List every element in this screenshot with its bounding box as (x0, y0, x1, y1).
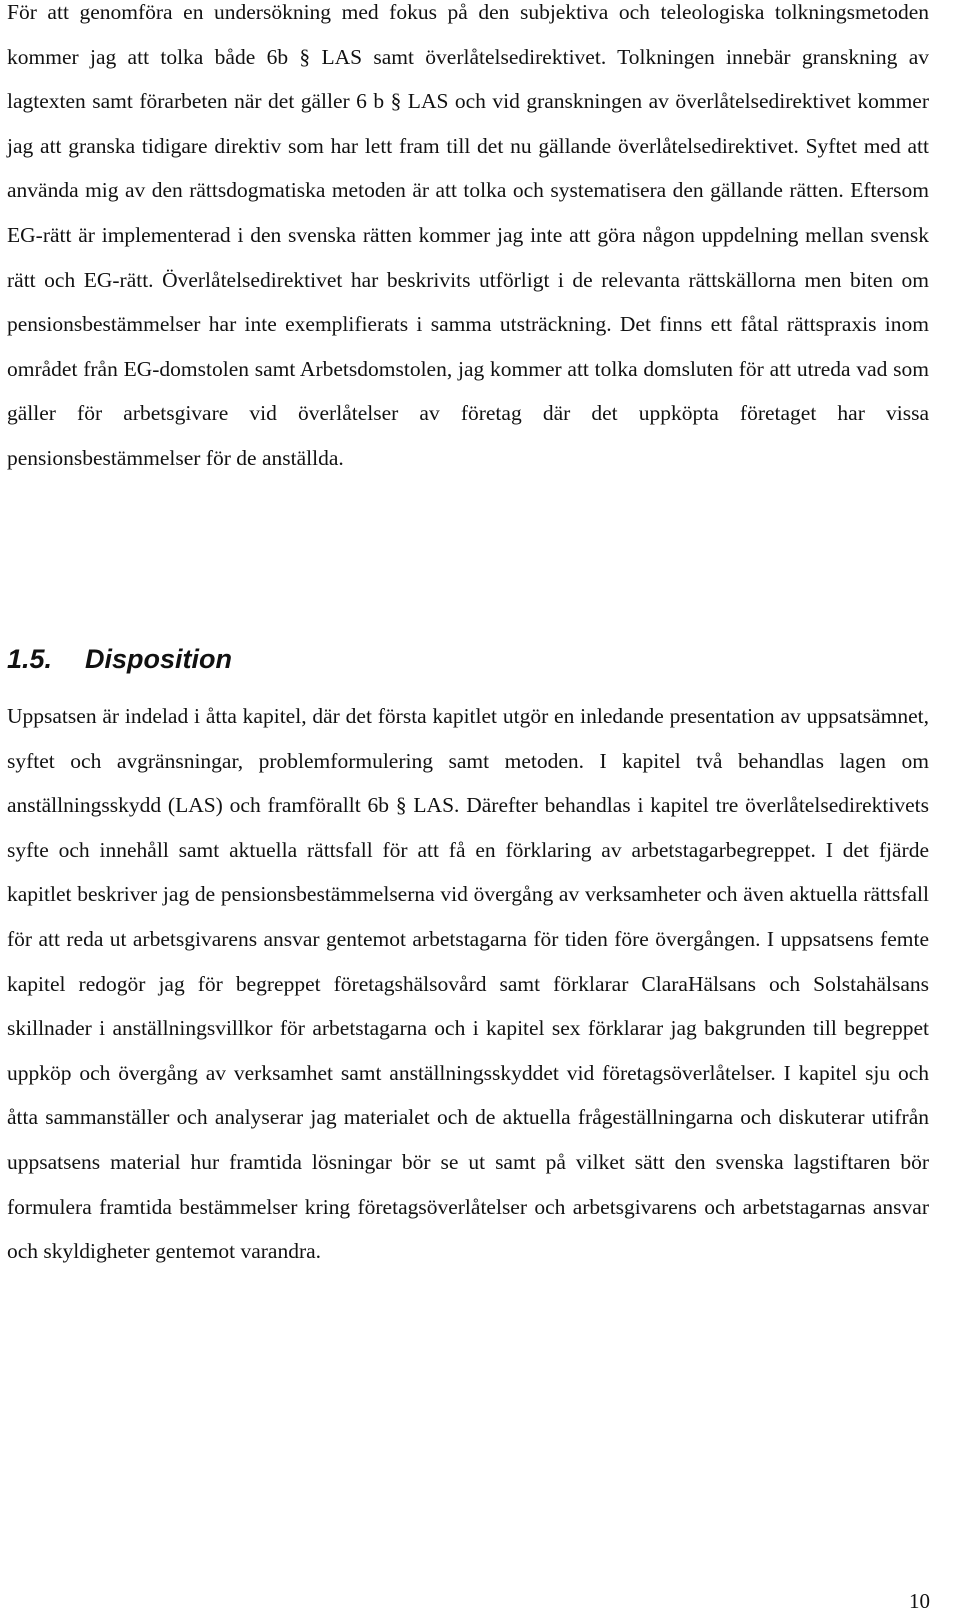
section-heading (7, 641, 232, 677)
section-number: 1.5. (7, 644, 53, 674)
disposition-paragraph: Uppsatsen är indelad i åtta kapitel, där det första kapitlet utgör en inledande presentation av uppsatsämnet, syftet och avgränsningar, problemformulering samt metoden. I kapitel två behandlas lagen om anställningsskydd (LAS) och framförallt 6b § LAS. Därefter behandlas i kapitel tre överlåtelsedirektivets syfte och innehåll samt aktuella rättsfall för att få en förklaring av arbetstagarbegreppet. I det fjärde kapitlet beskriver jag de pensionsbestämmelserna vid övergång av verksamheter och även aktuella rättsfall för att reda ut arbetsgivarens ansvar gentemot arbetstagarna för tiden före övergången. I uppsatsens femte kapitel redogör jag för begreppet företagshälsovård samt förklarar ClaraHälsans och Solstahälsans skillnader i anställningsvillkor för arbetstagarna och i kapitel sex förklarar jag bakgrunden till begreppet uppköp och övergång av verksamhet samt anställningsskyddet vid företagsöverlåtelser. I kapitel sju och åtta sammanställer och analyserar jag materialet och de aktuella frågeställningarna och diskuterar utifrån uppsatsens material hur framtida lösningar bör se ut samt på vilket sätt den svenska lagstiftaren bör formulera framtida bestämmelser kring företagsöverlåtelser och arbetsgivarens och arbetstagarnas ansvar och skyldigheter gentemot varandra. (7, 704, 929, 1264)
section-title: Disposition (85, 644, 232, 674)
method-paragraph: För att genomföra en undersökning med fokus på den subjektiva och teleologiska tolkningsmetoden kommer jag att tolka både 6b § LAS samt överlåtelsedirektivet. Tolkningen innebär granskning av lagtexten samt förarbeten när det gäller 6 b § LAS och vid granskningen av överlåtelsedirektivet kommer jag att granska tidigare direktiv som har lett fram till det nu gällande överlåtelsedirektivet. Syftet med att använda mig av den rättsdogmatiska metoden är att tolka och systematisera den gällande rätten. Eftersom EG-rätt är implementerad i den svenska rätten kommer jag inte att göra någon uppdelning mellan svensk rätt och EG-rätt. Överlåtelsedirektivet har beskrivits utförligt i de relevanta rättskällorna men biten om pensionsbestämmelser har inte exemplifierats i samma utsträckning. Det finns ett fåtal rättspraxis inom området från EG-domstolen samt Arbetsdomstolen, jag kommer att tolka domsluten för att utreda vad som gäller för arbetsgivare vid överlåtelser av företag där det uppköpta företaget har vissa pensionsbestämmelser för de anställda. (7, 0, 929, 470)
page-number: 10 (909, 1589, 930, 1613)
